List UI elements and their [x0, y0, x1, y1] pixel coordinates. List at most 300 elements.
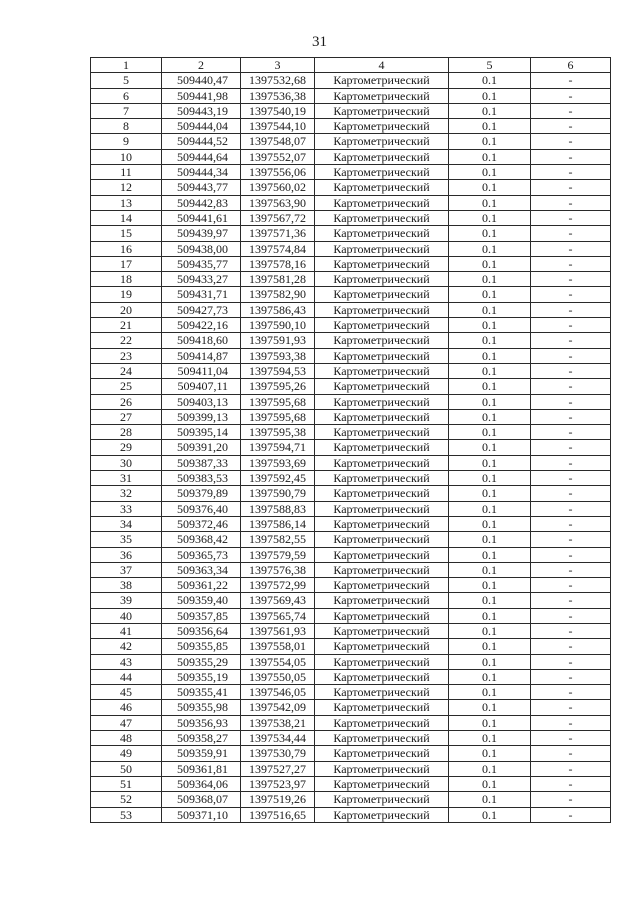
cell-accuracy: 0.1 [449, 746, 531, 761]
cell-y-coordinate: 1397590,10 [241, 318, 315, 333]
table-row [91, 134, 611, 149]
cell-y-coordinate: 1397548,07 [241, 134, 315, 149]
cell-method: Картометрический [315, 241, 449, 256]
cell-point-number: 28 [91, 425, 162, 440]
cell-x-coordinate: 509376,40 [162, 501, 241, 516]
cell-x-coordinate: 509355,19 [162, 669, 241, 684]
cell-point-number: 23 [91, 348, 162, 363]
cell-point-number: 13 [91, 195, 162, 210]
cell-method: Картометрический [315, 608, 449, 623]
cell-note: - [531, 287, 611, 302]
cell-note: - [531, 425, 611, 440]
cell-note: - [531, 516, 611, 531]
cell-method: Картометрический [315, 776, 449, 791]
table-row [91, 241, 611, 256]
cell-y-coordinate: 1397572,99 [241, 578, 315, 593]
cell-method: Картометрический [315, 516, 449, 531]
cell-x-coordinate: 509422,16 [162, 318, 241, 333]
cell-x-coordinate: 509356,64 [162, 623, 241, 638]
cell-y-coordinate: 1397595,68 [241, 394, 315, 409]
cell-accuracy: 0.1 [449, 547, 531, 562]
cell-accuracy: 0.1 [449, 455, 531, 470]
cell-accuracy: 0.1 [449, 394, 531, 409]
table-row [91, 654, 611, 669]
cell-method: Картометрический [315, 180, 449, 195]
cell-x-coordinate: 509355,85 [162, 639, 241, 654]
table-row [91, 73, 611, 88]
table-row [91, 761, 611, 776]
cell-y-coordinate: 1397534,44 [241, 731, 315, 746]
cell-note: - [531, 792, 611, 807]
cell-y-coordinate: 1397569,43 [241, 593, 315, 608]
cell-note: - [531, 486, 611, 501]
cell-point-number: 52 [91, 792, 162, 807]
cell-method: Картометрический [315, 731, 449, 746]
cell-note: - [531, 409, 611, 424]
cell-x-coordinate: 509368,42 [162, 532, 241, 547]
table-row [91, 425, 611, 440]
cell-note: - [531, 333, 611, 348]
cell-note: - [531, 532, 611, 547]
cell-note: - [531, 302, 611, 317]
cell-note: - [531, 776, 611, 791]
cell-point-number: 12 [91, 180, 162, 195]
cell-accuracy: 0.1 [449, 471, 531, 486]
cell-point-number: 30 [91, 455, 162, 470]
table-row [91, 348, 611, 363]
cell-accuracy: 0.1 [449, 348, 531, 363]
cell-method: Картометрический [315, 593, 449, 608]
cell-point-number: 32 [91, 486, 162, 501]
cell-accuracy: 0.1 [449, 287, 531, 302]
cell-y-coordinate: 1397593,69 [241, 455, 315, 470]
cell-accuracy: 0.1 [449, 302, 531, 317]
cell-x-coordinate: 509411,04 [162, 363, 241, 378]
cell-y-coordinate: 1397591,93 [241, 333, 315, 348]
cell-x-coordinate: 509383,53 [162, 471, 241, 486]
cell-accuracy: 0.1 [449, 731, 531, 746]
table-row [91, 210, 611, 225]
table-row [91, 623, 611, 638]
cell-method: Картометрический [315, 409, 449, 424]
cell-point-number: 40 [91, 608, 162, 623]
cell-accuracy: 0.1 [449, 578, 531, 593]
cell-y-coordinate: 1397590,79 [241, 486, 315, 501]
cell-method: Картометрический [315, 471, 449, 486]
table-row [91, 103, 611, 118]
cell-note: - [531, 455, 611, 470]
cell-x-coordinate: 509439,97 [162, 226, 241, 241]
cell-note: - [531, 547, 611, 562]
cell-note: - [531, 654, 611, 669]
table-row [91, 379, 611, 394]
cell-x-coordinate: 509355,41 [162, 685, 241, 700]
cell-method: Картометрический [315, 669, 449, 684]
cell-y-coordinate: 1397550,05 [241, 669, 315, 684]
cell-point-number: 41 [91, 623, 162, 638]
cell-x-coordinate: 509443,77 [162, 180, 241, 195]
cell-accuracy: 0.1 [449, 195, 531, 210]
table-row [91, 715, 611, 730]
table-row [91, 333, 611, 348]
cell-method: Картометрический [315, 333, 449, 348]
cell-x-coordinate: 509372,46 [162, 516, 241, 531]
cell-point-number: 50 [91, 761, 162, 776]
header-cell-col-4: 4 [315, 58, 449, 73]
cell-accuracy: 0.1 [449, 639, 531, 654]
cell-point-number: 29 [91, 440, 162, 455]
cell-method: Картометрический [315, 807, 449, 822]
table-header-row [91, 58, 611, 73]
cell-x-coordinate: 509361,81 [162, 761, 241, 776]
cell-y-coordinate: 1397593,38 [241, 348, 315, 363]
cell-y-coordinate: 1397530,79 [241, 746, 315, 761]
cell-accuracy: 0.1 [449, 700, 531, 715]
cell-method: Картометрический [315, 348, 449, 363]
cell-accuracy: 0.1 [449, 440, 531, 455]
cell-x-coordinate: 509435,77 [162, 256, 241, 271]
cell-x-coordinate: 509403,13 [162, 394, 241, 409]
cell-x-coordinate: 509442,83 [162, 195, 241, 210]
cell-y-coordinate: 1397586,14 [241, 516, 315, 531]
cell-note: - [531, 685, 611, 700]
cell-y-coordinate: 1397563,90 [241, 195, 315, 210]
cell-accuracy: 0.1 [449, 119, 531, 134]
cell-note: - [531, 226, 611, 241]
cell-note: - [531, 471, 611, 486]
table-row [91, 302, 611, 317]
cell-accuracy: 0.1 [449, 669, 531, 684]
cell-point-number: 21 [91, 318, 162, 333]
cell-accuracy: 0.1 [449, 73, 531, 88]
table-row [91, 272, 611, 287]
coordinates-table [90, 57, 611, 823]
cell-accuracy: 0.1 [449, 88, 531, 103]
table-row [91, 562, 611, 577]
cell-y-coordinate: 1397595,68 [241, 409, 315, 424]
cell-accuracy: 0.1 [449, 149, 531, 164]
cell-y-coordinate: 1397579,59 [241, 547, 315, 562]
cell-y-coordinate: 1397558,01 [241, 639, 315, 654]
cell-method: Картометрический [315, 715, 449, 730]
cell-y-coordinate: 1397588,83 [241, 501, 315, 516]
cell-y-coordinate: 1397586,43 [241, 302, 315, 317]
cell-y-coordinate: 1397554,05 [241, 654, 315, 669]
cell-point-number: 44 [91, 669, 162, 684]
cell-y-coordinate: 1397536,38 [241, 88, 315, 103]
cell-x-coordinate: 509443,19 [162, 103, 241, 118]
cell-point-number: 6 [91, 88, 162, 103]
header-cell-col-2: 2 [162, 58, 241, 73]
cell-note: - [531, 731, 611, 746]
cell-x-coordinate: 509414,87 [162, 348, 241, 363]
cell-x-coordinate: 509359,40 [162, 593, 241, 608]
cell-accuracy: 0.1 [449, 256, 531, 271]
cell-method: Картометрический [315, 363, 449, 378]
cell-y-coordinate: 1397595,26 [241, 379, 315, 394]
cell-accuracy: 0.1 [449, 593, 531, 608]
cell-note: - [531, 593, 611, 608]
cell-point-number: 38 [91, 578, 162, 593]
cell-point-number: 8 [91, 119, 162, 134]
cell-point-number: 20 [91, 302, 162, 317]
cell-accuracy: 0.1 [449, 241, 531, 256]
header-cell-col-1: 1 [91, 58, 162, 73]
cell-point-number: 7 [91, 103, 162, 118]
cell-note: - [531, 256, 611, 271]
cell-x-coordinate: 509356,93 [162, 715, 241, 730]
cell-note: - [531, 379, 611, 394]
table-row [91, 807, 611, 822]
cell-method: Картометрический [315, 486, 449, 501]
cell-note: - [531, 318, 611, 333]
cell-method: Картометрический [315, 119, 449, 134]
cell-y-coordinate: 1397560,02 [241, 180, 315, 195]
cell-method: Картометрический [315, 394, 449, 409]
cell-method: Картометрический [315, 623, 449, 638]
cell-y-coordinate: 1397523,97 [241, 776, 315, 791]
cell-note: - [531, 562, 611, 577]
cell-x-coordinate: 509444,34 [162, 165, 241, 180]
cell-y-coordinate: 1397516,65 [241, 807, 315, 822]
cell-note: - [531, 363, 611, 378]
cell-note: - [531, 715, 611, 730]
cell-accuracy: 0.1 [449, 318, 531, 333]
cell-point-number: 11 [91, 165, 162, 180]
cell-method: Картометрический [315, 88, 449, 103]
cell-accuracy: 0.1 [449, 134, 531, 149]
table-row [91, 578, 611, 593]
cell-note: - [531, 149, 611, 164]
table-row [91, 669, 611, 684]
cell-point-number: 10 [91, 149, 162, 164]
cell-note: - [531, 807, 611, 822]
cell-method: Картометрический [315, 455, 449, 470]
cell-method: Картометрический [315, 746, 449, 761]
cell-note: - [531, 501, 611, 516]
cell-x-coordinate: 509391,20 [162, 440, 241, 455]
cell-point-number: 22 [91, 333, 162, 348]
cell-method: Картометрический [315, 547, 449, 562]
cell-point-number: 24 [91, 363, 162, 378]
table-row [91, 180, 611, 195]
cell-point-number: 14 [91, 210, 162, 225]
cell-method: Картометрический [315, 578, 449, 593]
cell-note: - [531, 73, 611, 88]
cell-point-number: 33 [91, 501, 162, 516]
cell-point-number: 49 [91, 746, 162, 761]
cell-note: - [531, 119, 611, 134]
cell-accuracy: 0.1 [449, 272, 531, 287]
cell-note: - [531, 180, 611, 195]
cell-x-coordinate: 509387,33 [162, 455, 241, 470]
cell-y-coordinate: 1397546,05 [241, 685, 315, 700]
cell-note: - [531, 608, 611, 623]
cell-y-coordinate: 1397581,28 [241, 272, 315, 287]
cell-note: - [531, 103, 611, 118]
page-number: 31 [312, 34, 327, 50]
cell-note: - [531, 394, 611, 409]
cell-method: Картометрический [315, 149, 449, 164]
cell-x-coordinate: 509418,60 [162, 333, 241, 348]
cell-accuracy: 0.1 [449, 608, 531, 623]
cell-point-number: 42 [91, 639, 162, 654]
cell-method: Картометрический [315, 210, 449, 225]
cell-note: - [531, 272, 611, 287]
cell-note: - [531, 700, 611, 715]
cell-y-coordinate: 1397574,84 [241, 241, 315, 256]
cell-x-coordinate: 509359,91 [162, 746, 241, 761]
cell-x-coordinate: 509355,29 [162, 654, 241, 669]
cell-point-number: 27 [91, 409, 162, 424]
cell-y-coordinate: 1397527,27 [241, 761, 315, 776]
cell-accuracy: 0.1 [449, 180, 531, 195]
cell-method: Картометрический [315, 103, 449, 118]
cell-point-number: 48 [91, 731, 162, 746]
cell-note: - [531, 578, 611, 593]
table-row [91, 516, 611, 531]
table-row [91, 746, 611, 761]
cell-x-coordinate: 509364,06 [162, 776, 241, 791]
table-row [91, 486, 611, 501]
cell-point-number: 5 [91, 73, 162, 88]
cell-x-coordinate: 509368,07 [162, 792, 241, 807]
cell-note: - [531, 348, 611, 363]
cell-accuracy: 0.1 [449, 807, 531, 822]
cell-x-coordinate: 509444,04 [162, 119, 241, 134]
cell-y-coordinate: 1397542,09 [241, 700, 315, 715]
cell-x-coordinate: 509371,10 [162, 807, 241, 822]
cell-note: - [531, 440, 611, 455]
cell-accuracy: 0.1 [449, 379, 531, 394]
table-row [91, 440, 611, 455]
cell-point-number: 25 [91, 379, 162, 394]
cell-point-number: 15 [91, 226, 162, 241]
cell-accuracy: 0.1 [449, 562, 531, 577]
cell-y-coordinate: 1397561,93 [241, 623, 315, 638]
cell-point-number: 16 [91, 241, 162, 256]
cell-x-coordinate: 509365,73 [162, 547, 241, 562]
cell-x-coordinate: 509444,52 [162, 134, 241, 149]
cell-accuracy: 0.1 [449, 654, 531, 669]
cell-method: Картометрический [315, 256, 449, 271]
cell-note: - [531, 761, 611, 776]
cell-y-coordinate: 1397538,21 [241, 715, 315, 730]
cell-method: Картометрический [315, 440, 449, 455]
cell-x-coordinate: 509361,22 [162, 578, 241, 593]
cell-method: Картометрический [315, 73, 449, 88]
cell-accuracy: 0.1 [449, 776, 531, 791]
cell-x-coordinate: 509441,98 [162, 88, 241, 103]
cell-note: - [531, 195, 611, 210]
cell-method: Картометрический [315, 134, 449, 149]
cell-x-coordinate: 509444,64 [162, 149, 241, 164]
cell-accuracy: 0.1 [449, 210, 531, 225]
cell-accuracy: 0.1 [449, 685, 531, 700]
cell-accuracy: 0.1 [449, 532, 531, 547]
table-row [91, 501, 611, 516]
table-row [91, 455, 611, 470]
table-row [91, 685, 611, 700]
cell-x-coordinate: 509440,47 [162, 73, 241, 88]
table-row [91, 318, 611, 333]
cell-accuracy: 0.1 [449, 103, 531, 118]
cell-method: Картометрический [315, 654, 449, 669]
cell-accuracy: 0.1 [449, 792, 531, 807]
table-body [91, 73, 611, 823]
cell-method: Картометрический [315, 761, 449, 776]
cell-x-coordinate: 509358,27 [162, 731, 241, 746]
table-row [91, 409, 611, 424]
cell-x-coordinate: 509407,11 [162, 379, 241, 394]
header-cell-col-6: 6 [531, 58, 611, 73]
cell-point-number: 47 [91, 715, 162, 730]
cell-y-coordinate: 1397594,71 [241, 440, 315, 455]
table-row [91, 547, 611, 562]
cell-y-coordinate: 1397592,45 [241, 471, 315, 486]
cell-point-number: 36 [91, 547, 162, 562]
cell-x-coordinate: 509438,00 [162, 241, 241, 256]
table-row [91, 88, 611, 103]
cell-x-coordinate: 509431,71 [162, 287, 241, 302]
cell-accuracy: 0.1 [449, 409, 531, 424]
cell-accuracy: 0.1 [449, 363, 531, 378]
cell-point-number: 26 [91, 394, 162, 409]
cell-method: Картометрический [315, 562, 449, 577]
cell-note: - [531, 241, 611, 256]
table-row [91, 731, 611, 746]
cell-method: Картометрический [315, 302, 449, 317]
cell-accuracy: 0.1 [449, 333, 531, 348]
cell-point-number: 34 [91, 516, 162, 531]
cell-accuracy: 0.1 [449, 226, 531, 241]
cell-x-coordinate: 509427,73 [162, 302, 241, 317]
cell-x-coordinate: 509395,14 [162, 425, 241, 440]
table-row [91, 608, 611, 623]
table-row [91, 149, 611, 164]
cell-method: Картометрический [315, 195, 449, 210]
cell-y-coordinate: 1397519,26 [241, 792, 315, 807]
cell-y-coordinate: 1397578,16 [241, 256, 315, 271]
cell-point-number: 19 [91, 287, 162, 302]
cell-y-coordinate: 1397576,38 [241, 562, 315, 577]
cell-point-number: 43 [91, 654, 162, 669]
cell-accuracy: 0.1 [449, 165, 531, 180]
cell-note: - [531, 669, 611, 684]
cell-y-coordinate: 1397582,90 [241, 287, 315, 302]
cell-point-number: 46 [91, 700, 162, 715]
cell-x-coordinate: 509441,61 [162, 210, 241, 225]
cell-method: Картометрический [315, 700, 449, 715]
table-row [91, 394, 611, 409]
cell-x-coordinate: 509379,89 [162, 486, 241, 501]
cell-note: - [531, 210, 611, 225]
cell-method: Картометрический [315, 226, 449, 241]
header-cell-col-5: 5 [449, 58, 531, 73]
cell-method: Картометрический [315, 501, 449, 516]
table-row [91, 700, 611, 715]
cell-x-coordinate: 509357,85 [162, 608, 241, 623]
cell-method: Картометрический [315, 287, 449, 302]
table-row [91, 119, 611, 134]
cell-method: Картометрический [315, 165, 449, 180]
cell-point-number: 18 [91, 272, 162, 287]
table-row [91, 532, 611, 547]
cell-y-coordinate: 1397582,55 [241, 532, 315, 547]
cell-accuracy: 0.1 [449, 425, 531, 440]
cell-accuracy: 0.1 [449, 761, 531, 776]
cell-note: - [531, 746, 611, 761]
